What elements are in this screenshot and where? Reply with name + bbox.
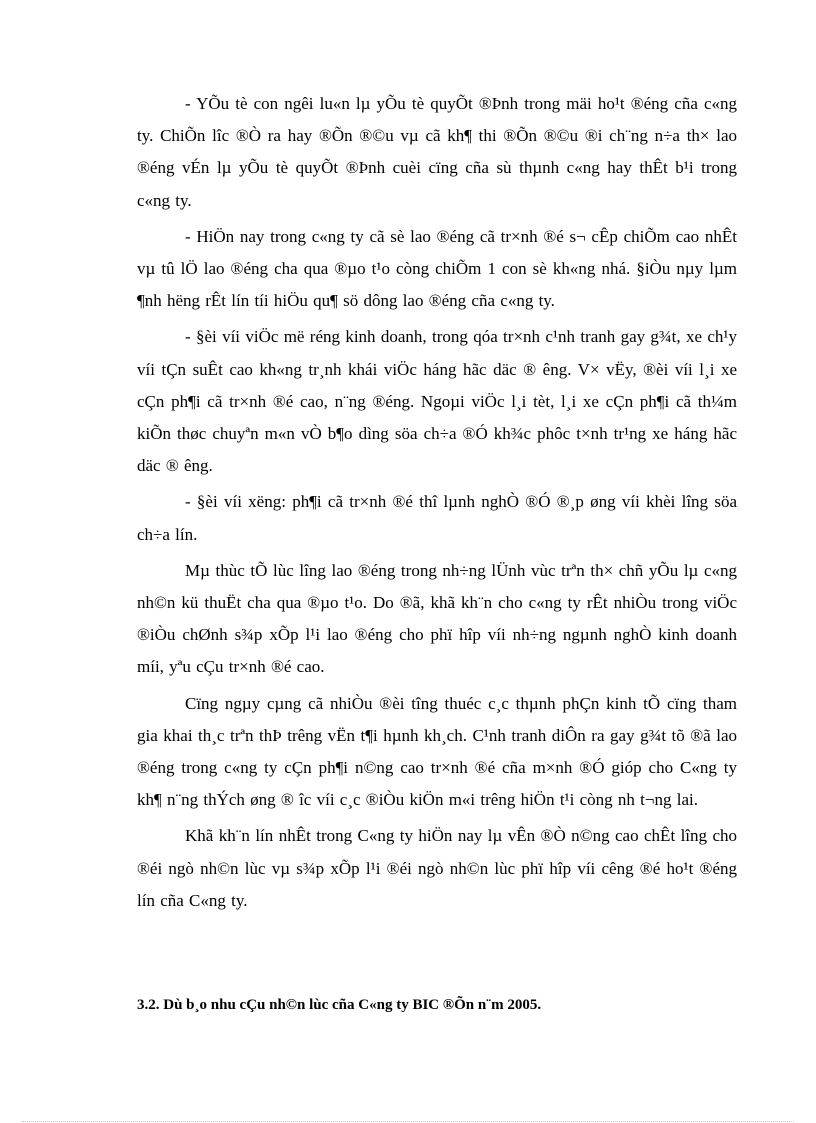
paragraph-3: - §èi víi viÖc më réng kinh doanh, trong qóa tr×nh c¹nh tranh gay g¾t, xe ch¹y víi tÇn suÊt cao kh«ng tr¸nh khái viÖc háng hãc däc ® êng. V× vËy, ®èi víi l¸i xe cÇn ph¶i cã tr×nh ®é cao, n¨ng ®éng. Ngoµi viÖc l¸i tèt, l¸i xe cÇn ph¶i cã th¼m kiÕn thøc chuyªn m«n vÒ b¶o dìng söa ch÷a ®Ó kh¾c phôc t×nh tr¹ng xe háng hãc däc ® êng. — [137, 327, 737, 476]
paragraph-1: - YÕu tè con ngêi lu«n lµ yÕu tè quyÕt ®Þnh trong mäi ho¹t ®éng cña c«ng ty. ChiÕn lîc ®Ò ra hay ®Õn ®©u vµ cã kh¶ thi ®Õn ®©u ®i ch¨ng n÷a th× lao ®éng vÉn lµ yÕu tè quyÕt ®Þnh cuèi cïng cña sù thµnh c«ng hay thÊt b¹i trong c«ng ty. — [137, 94, 737, 210]
paragraph-6: Cïng ngµy cµng cã nhiÒu ®èi tîng thuéc c¸c thµnh phÇn kinh tÕ cïng tham gia khai th¸c trªn thÞ trêng vËn t¶i hµnh kh¸ch. C¹nh tranh diÔn ra gay g¾t tõ ®ã lao ®éng trong c«ng ty cÇn ph¶i n©ng cao tr×nh ®é cña m×nh ®Ó gióp cho C«ng ty kh¶ n¨ng thÝch øng ® îc víi c¸c ®iÒu kiÖn m«i trêng hiÖn t¹i còng nh t¬ng lai. — [137, 693, 737, 810]
document-body — [137, 88, 737, 921]
paragraph-5: Mµ thùc tÕ lùc lîng lao ®éng trong nh÷ng lÜnh vùc trªn th× chñ yÕu lµ c«ng nh©n kü thuËt cha qua ®µo t¹o. Do ®ã, khã kh¨n cho c«ng ty rÊt nhiÒu trong viÖc ®iÒu chØnh s¾p xÕp l¹i lao ®éng cho phï hîp víi nh÷ng ngµnh nghÒ kinh doanh míi, yªu cÇu tr×nh ®é cao. — [137, 560, 737, 677]
paragraph-4: - §èi víi xëng: ph¶i cã tr×nh ®é thî lµnh nghÒ ®Ó ®¸p øng víi khèi lîng söa ch÷a lín. — [137, 492, 737, 544]
section-heading: 3.2. Dù b¸o nhu cÇu nh©n lùc cña C«ng ty BIC ®Õn n¨m 2005. — [137, 997, 542, 1013]
paragraph-2: - HiÖn nay trong c«ng ty cã sè lao ®éng cã tr×nh ®é s¬ cÊp chiÕm cao nhÊt vµ tû lÖ lao ®éng cha qua ®µo t¹o còng chiÕm 1 con sè kh«ng nhá. §iÒu nµy lµm ¶nh hëng rÊt lín tíi hiÖu qu¶ sö dông lao ®éng cña c«ng ty. — [137, 226, 737, 311]
paragraph-7: Khã kh¨n lín nhÊt trong C«ng ty hiÖn nay lµ vÊn ®Ò n©ng cao chÊt lîng cho ®éi ngò nh©n lùc vµ s¾p xÕp l¹i ®éi ngò nh©n lùc phï hîp víi cêng ®é ho¹t ®éng lín cña C«ng ty. — [137, 826, 737, 910]
page-bottom-divider — [22, 1121, 794, 1122]
